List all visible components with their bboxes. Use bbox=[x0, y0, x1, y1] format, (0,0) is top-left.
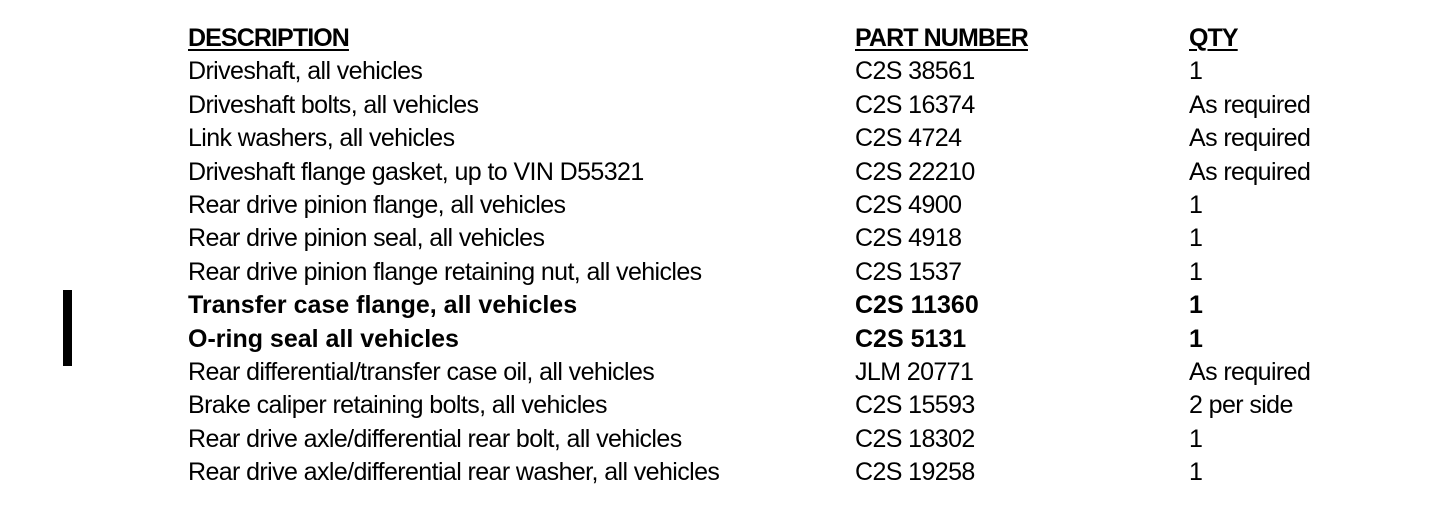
header-part-number: PART NUMBER bbox=[855, 24, 1028, 52]
cell-part-number: JLM 20771 bbox=[855, 358, 974, 387]
table-row bbox=[188, 189, 1389, 222]
cell-description: Rear differential/transfer case oil, all vehicles bbox=[188, 358, 655, 387]
cell-part-number: C2S 5131 bbox=[855, 324, 967, 353]
cell-part-number: C2S 4918 bbox=[855, 224, 962, 253]
cell-qty: 1 bbox=[1189, 257, 1203, 286]
cell-description: Driveshaft bolts, all vehicles bbox=[188, 90, 479, 119]
table-row bbox=[188, 156, 1389, 189]
cell-description: Rear drive pinion seal, all vehicles bbox=[188, 224, 545, 253]
table-header-row bbox=[188, 22, 1389, 55]
header-description: DESCRIPTION bbox=[188, 24, 349, 52]
cell-part-number: C2S 18302 bbox=[855, 424, 975, 453]
table-row bbox=[188, 323, 1389, 356]
table-row bbox=[188, 222, 1389, 255]
cell-part-number: C2S 1537 bbox=[855, 257, 962, 286]
cell-qty: As required bbox=[1189, 157, 1311, 186]
cell-description: Rear drive pinion flange, all vehicles bbox=[188, 191, 566, 220]
cell-description: Driveshaft flange gasket, up to VIN D55321 bbox=[188, 157, 644, 186]
cell-part-number: C2S 15593 bbox=[855, 391, 975, 420]
cell-part-number: C2S 19258 bbox=[855, 458, 975, 487]
cell-description: Brake caliper retaining bolts, all vehicles bbox=[188, 391, 607, 420]
cell-description: Driveshaft, all vehicles bbox=[188, 57, 423, 86]
header-qty: QTY bbox=[1189, 24, 1238, 52]
table-row bbox=[188, 456, 1389, 489]
cell-qty: 2 per side bbox=[1189, 391, 1293, 420]
cell-qty: As required bbox=[1189, 358, 1311, 387]
cell-description: O-ring seal all vehicles bbox=[188, 324, 459, 353]
table-row bbox=[188, 289, 1389, 322]
parts-table bbox=[188, 22, 1389, 490]
table-row bbox=[188, 256, 1389, 289]
cell-qty: 1 bbox=[1189, 291, 1203, 320]
cell-qty: As required bbox=[1189, 124, 1311, 153]
cell-qty: 1 bbox=[1189, 458, 1203, 487]
table-row bbox=[188, 423, 1389, 456]
cell-description: Rear drive axle/differential rear washer, all vehicles bbox=[188, 458, 720, 487]
cell-qty: As required bbox=[1189, 90, 1311, 119]
cell-part-number: C2S 38561 bbox=[855, 57, 975, 86]
revision-change-bar bbox=[63, 290, 72, 366]
cell-qty: 1 bbox=[1189, 324, 1203, 353]
cell-part-number: C2S 4724 bbox=[855, 124, 962, 153]
cell-part-number: C2S 16374 bbox=[855, 90, 975, 119]
cell-part-number: C2S 22210 bbox=[855, 157, 975, 186]
table-row bbox=[188, 356, 1389, 389]
cell-part-number: C2S 4900 bbox=[855, 191, 962, 220]
table-row bbox=[188, 55, 1389, 88]
parts-table-body bbox=[188, 55, 1389, 489]
cell-description: Link washers, all vehicles bbox=[188, 124, 455, 153]
cell-qty: 1 bbox=[1189, 424, 1203, 453]
cell-qty: 1 bbox=[1189, 191, 1203, 220]
table-row bbox=[188, 89, 1389, 122]
table-row bbox=[188, 122, 1389, 155]
cell-description: Rear drive pinion flange retaining nut, all vehicles bbox=[188, 257, 702, 286]
table-row bbox=[188, 389, 1389, 422]
cell-description: Transfer case flange, all vehicles bbox=[188, 291, 578, 320]
cell-description: Rear drive axle/differential rear bolt, all vehicles bbox=[188, 424, 682, 453]
cell-qty: 1 bbox=[1189, 224, 1203, 253]
cell-part-number: C2S 11360 bbox=[855, 291, 979, 320]
cell-qty: 1 bbox=[1189, 57, 1203, 86]
